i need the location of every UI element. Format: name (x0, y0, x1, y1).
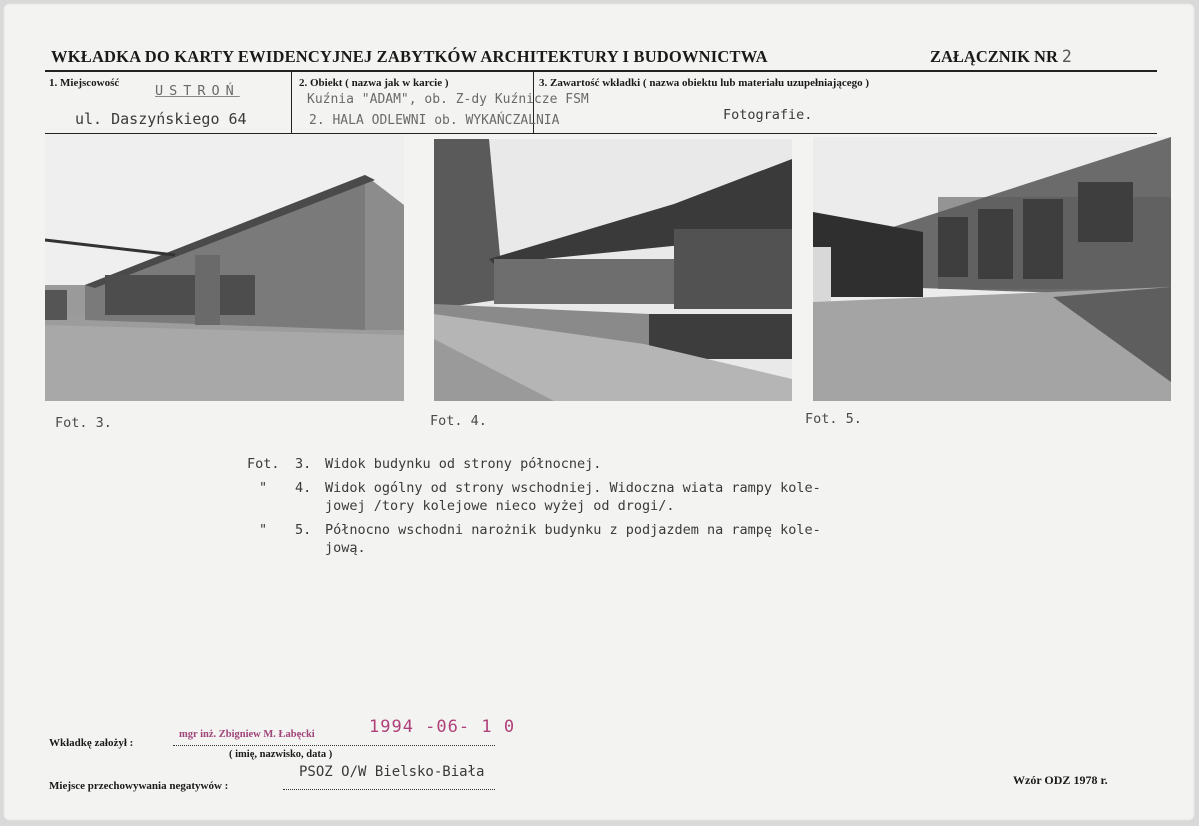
field-3-label-main: 3. Zawartość wkładki (539, 77, 641, 89)
photo-3 (45, 135, 404, 401)
photo-5 (813, 137, 1171, 401)
attachment-label (930, 47, 1072, 67)
description-3-num: 3. (295, 456, 312, 472)
founder-hint: ( imię, nazwisko, data ) (229, 749, 333, 760)
description-4-num: 4. (295, 480, 312, 496)
negatives-label: Miejsce przechowywania negatywów : (49, 780, 229, 792)
field-3-label-hint: ( nazwa obiektu lub materiału uzupełniającego ) (642, 77, 870, 89)
photo-3-caption: Fot. 3. (55, 415, 112, 431)
template-note: Wzór ODZ 1978 r. (1013, 773, 1108, 787)
negatives-line (283, 789, 495, 790)
description-4 (247, 479, 821, 515)
description-3-text: Widok budynku od strony północnej. (325, 456, 602, 472)
description-4-prefix: " (259, 480, 268, 496)
description-3-prefix: Fot. (247, 456, 280, 472)
photo-4-caption: Fot. 4. (430, 413, 487, 429)
founder-date-stamp: 1994 -06- 1 0 (369, 717, 516, 737)
description-5-text: Północno wschodni narożnik budynku z podjazdem na rampę kole- (325, 522, 821, 538)
field-1-label: 1. Miejscowość (49, 77, 120, 89)
founder-line (173, 745, 495, 746)
description-5-num: 5. (295, 522, 312, 538)
header-rule (45, 70, 1157, 72)
negatives-value: PSOZ O/W Bielsko-Biała (299, 764, 485, 780)
card-title: WKŁADKA DO KARTY EWIDENCYJNEJ ZABYTKÓW ARCHITEKTURY I BUDOWNICTWA (51, 47, 768, 66)
description-4-text: Widok ogólny od strony wschodniej. Widoczna wiata rampy kole- (325, 480, 821, 496)
field-2-label-main: 2. Obiekt (299, 77, 343, 89)
photo-5-image (813, 137, 1171, 401)
field-2-label-hint: ( nazwa jak w karcie ) (345, 77, 449, 89)
field-1-street: ul. Daszyńskiego 64 (75, 110, 247, 128)
attachment-label-text: ZAŁĄCZNIK NR (930, 47, 1058, 66)
founder-name-stamp: mgr inż. Zbigniew M. Łabęcki (179, 729, 315, 740)
founder-label: Wkładkę założył : (49, 737, 134, 749)
photo-5-caption: Fot. 5. (805, 411, 862, 427)
fields-rule (45, 133, 1157, 134)
photo-4-image (434, 139, 792, 401)
description-5-prefix: " (259, 522, 268, 538)
inventory-card (3, 3, 1195, 821)
field-divider-1 (291, 72, 292, 133)
field-2-label (299, 77, 449, 89)
description-5 (247, 521, 821, 557)
field-2-line-1: Kuźnia "ADAM", ob. Z-dy Kuźnicze FSM (307, 92, 589, 107)
description-5-text-2: jową. (325, 540, 366, 556)
field-1-city: USTROŃ (155, 83, 240, 99)
field-3-label (539, 77, 869, 89)
photo-4 (434, 139, 792, 401)
attachment-number: 2 (1061, 47, 1072, 66)
field-2-line-2: 2. HALA ODLEWNI ob. WYKAŃCZALNIA (309, 113, 560, 128)
field-3-value: Fotografie. (723, 107, 813, 123)
description-3 (247, 455, 601, 473)
photo-3-image (45, 135, 404, 401)
description-4-text-2: jowej /tory kolejowe nieco wyżej od drogi/. (325, 498, 675, 514)
